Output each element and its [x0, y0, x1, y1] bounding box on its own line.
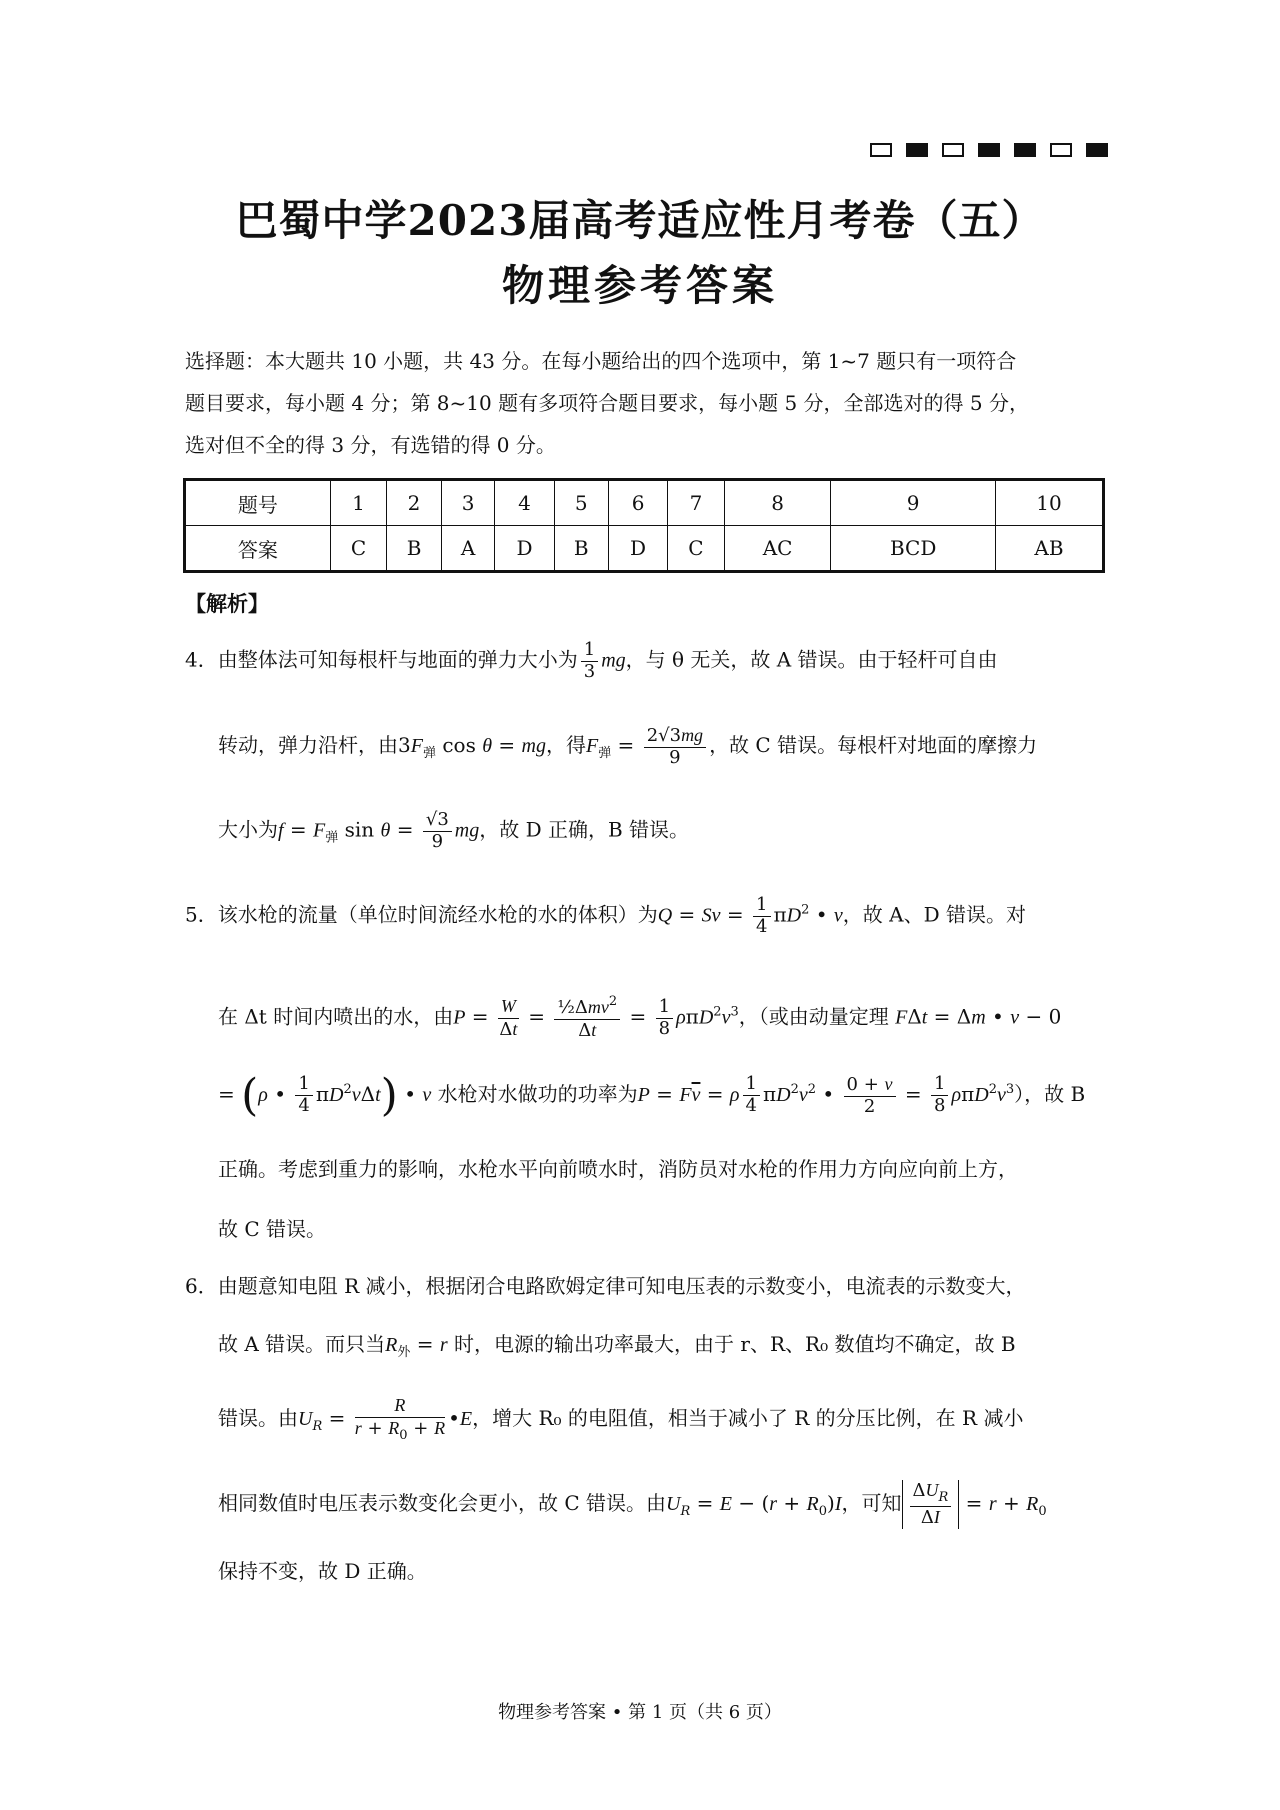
formula: $\frac{1}{4}$ — [743, 1074, 760, 1116]
corner-mark — [942, 143, 964, 157]
text: ，得 — [545, 733, 586, 758]
corner-mark — [1014, 143, 1036, 157]
q6-line-4: 相同数值时电压表示数变化会更小，故 C 错误。由$U_R = E - (r + R_0)I$，可知 $\frac{\Delta U_R}{\Delta I}$ = $r + R_0$ — [218, 1480, 1047, 1528]
formula: $\frac{1}{8}$ — [931, 1074, 948, 1116]
formula: $\frac{0 + v}{2}$ — [844, 1074, 896, 1117]
text: 水枪对水做功的功率为 — [437, 1082, 638, 1106]
text: 错误。由 — [218, 1405, 298, 1430]
formula: $\frac{1}{3}$ — [581, 640, 598, 682]
formula: $\frac{\frac{1}{2}\Delta mv^2}{\Delta t}$ — [554, 995, 620, 1041]
formula: $\frac{√3}{9}$ — [423, 810, 452, 852]
row-label: 答案 — [185, 526, 331, 572]
text: 5．该水枪的流量（单位时间流经水枪的水的体积）为 — [185, 902, 658, 927]
corner-mark — [906, 143, 928, 157]
text: ），故 B — [1014, 1082, 1086, 1106]
answer-cell: C — [668, 526, 725, 572]
formula: $\frac{W}{\Delta t}$ — [499, 996, 518, 1040]
q4-line-3: 大小为$f = F_弹$ sin θ = $\frac{√3}{9}$ mg，故 D 正确，B 错误。 — [218, 809, 690, 852]
corner-mark — [978, 143, 1000, 157]
answer-cell: D — [609, 526, 668, 572]
answer-cell: BCD — [831, 526, 995, 572]
answer-cell: C — [330, 526, 387, 572]
q5-line-4: 正确。考虑到重力的影响，水枪水平向前喷水时，消防员对水枪的作用力方向应向前上方， — [218, 1157, 1018, 1181]
intro-line: 题目要求，每小题 4 分；第 8~10 题有多项符合题目要求，每小题 5 分，全部选对的得 5 分， — [185, 391, 1029, 415]
answer-cell: AC — [724, 526, 831, 572]
corner-marks — [870, 143, 1108, 157]
q4-line-2: 转动，弹力沿杆，由$3F_弹$ cos θ = mg，得$F_弹$ = $\frac{2√3mg}{9}$ ，故 C 错误。每根杆对地面的摩擦力 — [218, 725, 1038, 768]
q5-line-3: = (ρ • $\frac{1}{4}$ $\pi D^2v\Delta t$) • v 水枪对水做功的功率为$P = F\overline{v} = \rho$ $\frac{1}{4}$ $\pi D^2v^2$ • $\frac{0 + v}{2}$ = $\frac{1}{8}$ $\rho\pi D^2v^3$），故 B — [218, 1070, 1086, 1121]
row-label: 题号 — [185, 480, 331, 526]
text: ，故 A、D 错误。对 — [842, 902, 1026, 927]
text: 4．由整体法可知每根杆与地面的弹力大小为 — [185, 647, 578, 672]
formula: $3F_弹$ cos θ = mg — [398, 733, 546, 762]
text: 大小为 — [218, 817, 278, 842]
q4-line-1: 4．由整体法可知每根杆与地面的弹力大小为 $\frac{1}{3}$ mg，与 θ 无关，故 A 错误。由于轻杆可自由 — [185, 639, 998, 682]
q6-line-5: 保持不变，故 D 正确。 — [218, 1559, 427, 1583]
intro-line: 选择题：本大题共 10 小题，共 43 分。在每小题给出的四个选项中，第 1~7 题只有一项符合 — [185, 349, 1017, 373]
text: ，可知 — [841, 1490, 902, 1515]
answer-cell: B — [554, 526, 608, 572]
question-number: 4 — [495, 480, 554, 526]
text: ，故 C 错误。每根杆对地面的摩擦力 — [709, 733, 1038, 758]
page-subtitle: 物理参考答案 — [501, 261, 778, 310]
question-number: 2 — [387, 480, 441, 526]
formula: $\frac{2√3mg}{9}$ — [644, 725, 706, 768]
formula: $\frac{R}{r + R_0 + R}$ — [354, 1395, 446, 1443]
corner-mark — [1050, 143, 1072, 157]
analysis-heading: 【解析】 — [185, 591, 269, 616]
answer-cell: AB — [995, 526, 1103, 572]
answer-row — [185, 526, 1104, 572]
text: 转动，弹力沿杆，由 — [218, 733, 398, 758]
question-number: 5 — [554, 480, 608, 526]
page-footer: 物理参考答案 • 第 1 页（共 6 页） — [498, 1702, 782, 1723]
intro-line: 选对但不全的得 3 分，有选错的得 0 分。 — [185, 433, 556, 457]
corner-mark — [1086, 143, 1108, 157]
q6-line-1: 6．由题意知电阻 R 减小，根据闭合电路欧姆定律可知电压表的示数变小，电流表的示数变大， — [185, 1274, 1026, 1298]
text: 时，电源的输出功率最大，由于 r、R、R₀ 数值均不确定，故 B — [454, 1332, 1016, 1356]
formula: $\frac{1}{8}$ — [656, 997, 673, 1039]
q6-line-3: 错误。由$U_R$ = $\frac{R}{r + R_0 + R}$ •E，增大 R₀ 的电阻值，相当于减小了 R 的分压比例，在 R 减小 — [218, 1395, 1024, 1443]
q5-line-5: 故 C 错误。 — [218, 1217, 327, 1241]
question-number: 10 — [995, 480, 1103, 526]
text: ，与 θ 无关，故 A 错误。由于轻杆可自由 — [625, 647, 998, 672]
answer-table — [183, 478, 1105, 573]
number-row — [185, 480, 1104, 526]
q6-line-2: 故 A 错误。而只当$R_外 = r$ 时，电源的输出功率最大，由于 r、R、R₀ 数值均不确定，故 B — [218, 1332, 1016, 1360]
question-number: 9 — [831, 480, 995, 526]
intro-text — [185, 340, 1105, 466]
text: 相同数值时电压表示数变化会更小，故 C 错误。由 — [218, 1490, 667, 1515]
formula: $\frac{1}{4}$ — [295, 1074, 312, 1116]
question-number: 6 — [609, 480, 668, 526]
text: 在 Δt 时间内喷出的水，由 — [218, 1004, 454, 1029]
formula: $\frac{1}{4}$ — [753, 895, 770, 937]
text: ，故 D 正确，B 错误。 — [479, 817, 690, 842]
question-number: 8 — [724, 480, 831, 526]
corner-mark — [870, 143, 892, 157]
q5-line-1: 5．该水枪的流量（单位时间流经水枪的水的体积）为Q = Sv = $\frac{1}{4}$ $\pi D^2$ • v，故 A、D 错误。对 — [185, 894, 1026, 937]
answer-cell: B — [387, 526, 441, 572]
text: 故 A 错误。而只当 — [218, 1332, 386, 1356]
question-number: 1 — [330, 480, 387, 526]
question-number: 3 — [441, 480, 495, 526]
formula: $\frac{\Delta U_R}{\Delta I}$ — [902, 1480, 960, 1529]
text: ，增大 R₀ 的电阻值，相当于减小了 R 的分压比例，在 R 减小 — [472, 1405, 1024, 1430]
page-title: 巴蜀中学2023届高考适应性月考卷（五） — [235, 196, 1045, 245]
answer-cell: A — [441, 526, 495, 572]
q5-line-2: 在 Δt 时间内喷出的水，由P = $\frac{W}{\Delta t}$ = $\frac{\frac{1}{2}\Delta mv^2}{\Delta t}$ = $\frac{1}{8}$ $\rho\pi D^2v^3$，（或由动量定理 FΔt = Δm • v − 0 — [218, 994, 1062, 1041]
text: ，（或由动量定理 — [738, 1004, 889, 1029]
question-number: 7 — [668, 480, 725, 526]
answer-cell: D — [495, 526, 554, 572]
